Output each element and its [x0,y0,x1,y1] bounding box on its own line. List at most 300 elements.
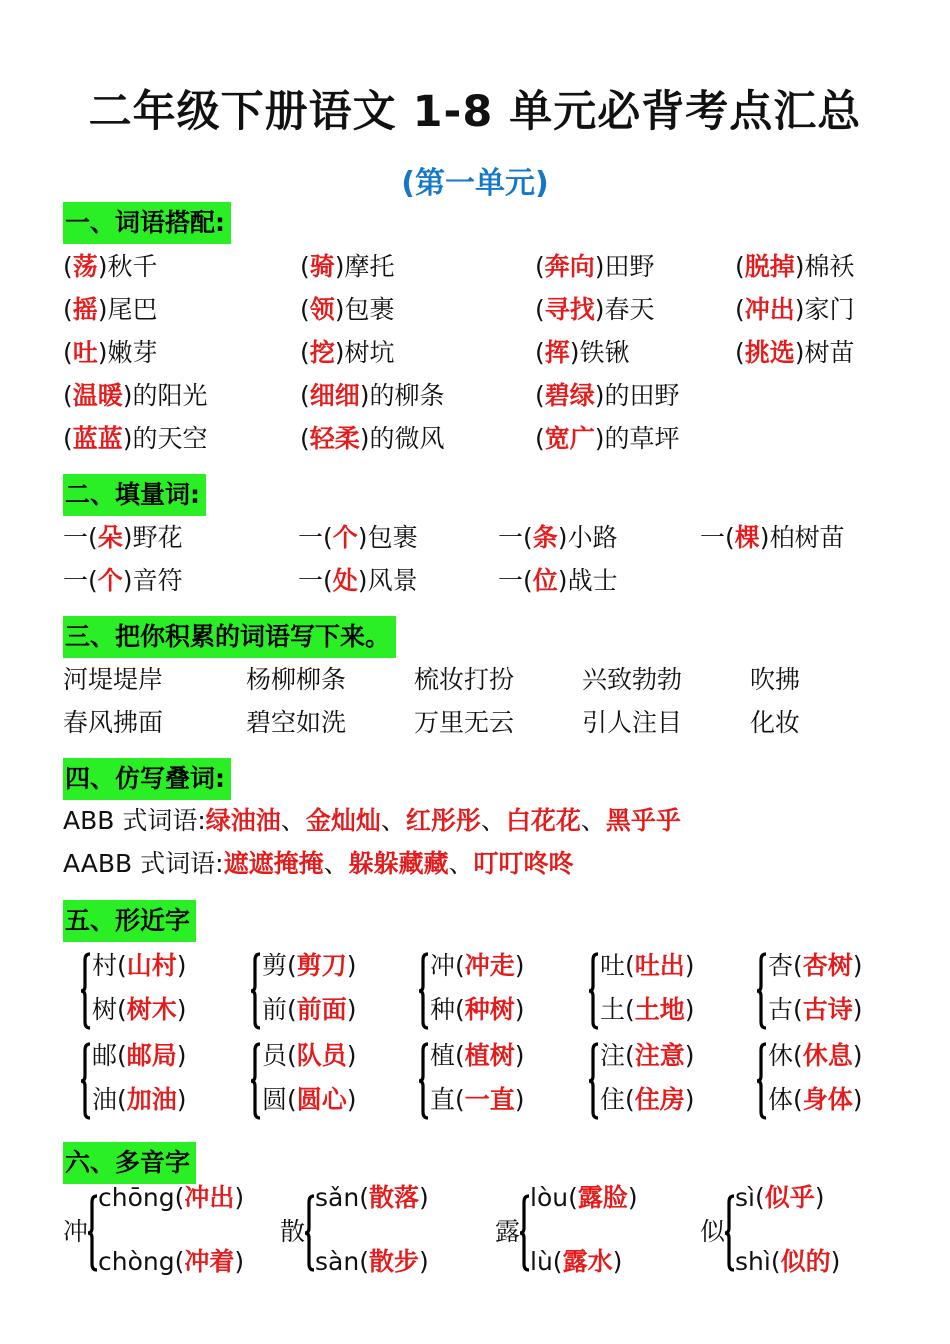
measure-word: 个 [332,523,358,552]
example-word: 邮局 [126,1041,177,1070]
reading-entry [98,1244,244,1280]
paren-open: ( [174,1247,185,1276]
paren-close: ) [122,523,133,552]
paren-close: ) [418,1183,429,1212]
collocation-object: 的阳光 [132,381,208,410]
reduplicated-word: 绿油油 [205,806,281,835]
paren-close: ) [357,566,368,595]
example-word: 前面 [296,995,347,1024]
example-word: 似的 [780,1247,831,1276]
answer-word: 脱掉 [744,252,795,281]
reading-entry [315,1244,429,1280]
paren-close: ) [794,252,805,281]
similar-character-pair [768,948,863,984]
paren-close: ) [759,523,770,552]
polyphonic-character: 冲 [63,1217,89,1246]
section-heading-measure-words: 二、填量词: [63,474,206,516]
numeral-one: 一 [298,523,324,552]
paren-close: ) [97,338,108,367]
accumulated-word: 河堤堤岸 [63,665,164,694]
paren-open: ( [300,424,310,453]
paren-open: ( [117,995,127,1024]
collocation-object: 的微风 [369,424,445,453]
polyphonic-character: 露 [495,1217,521,1246]
example-word: 散落 [368,1183,419,1212]
similar-character-pair [92,1082,187,1118]
similar-character-pair [430,992,525,1028]
paren-close: ) [852,1041,863,1070]
similar-character-pair [92,992,187,1028]
brace-icon [588,1042,600,1120]
similar-character-pair [262,948,357,984]
collocation-item [535,421,680,457]
character: 吐 [600,951,626,980]
character: 体 [768,1085,794,1114]
paren-close: ) [357,523,368,552]
brace-icon [250,952,262,1030]
paren-close: ) [176,1085,187,1114]
abb-word-list [206,806,681,835]
character: 前 [262,995,288,1024]
collocation-item [300,378,445,414]
paren-close: ) [176,951,187,980]
measured-noun: 音符 [132,566,183,595]
collocation-object: 的天空 [132,424,208,453]
paren-close: ) [830,1247,841,1276]
paren-close: ) [612,1247,623,1276]
measure-word: 处 [332,566,358,595]
character: 邮 [92,1041,118,1070]
similar-character-pair [768,1038,863,1074]
collocation-item [535,292,655,328]
separator: 、 [580,806,606,835]
numeral-one: 一 [298,566,324,595]
collocation-object: 树苗 [804,338,855,367]
example-word: 露水 [562,1247,613,1276]
similar-character-pair [92,1038,187,1074]
separator: 、 [448,849,474,878]
character: 树 [92,995,118,1024]
accumulated-word: 杨柳柳条 [246,665,347,694]
paren-close: ) [514,1085,525,1114]
paren-open: ( [523,523,533,552]
similar-character-pair [768,992,863,1028]
collocation-object: 尾巴 [107,295,158,324]
answer-word: 寻找 [544,295,595,324]
paren-close: ) [594,252,605,281]
answer-word: 奔向 [544,252,595,281]
section-heading-accumulated-words: 三、把你积累的词语写下来。 [63,616,396,658]
character: 剪 [262,951,288,980]
answer-word: 吐 [72,338,98,367]
paren-close: ) [684,995,695,1024]
reading-entry [530,1180,638,1216]
similar-character-pair [92,948,187,984]
unit-subtitle: (第一单元) [401,166,549,201]
example-word: 休息 [802,1041,853,1070]
separator: 、 [323,849,349,878]
reading-entry [315,1180,429,1216]
example-word: 古诗 [802,995,853,1024]
paren-close: ) [569,338,580,367]
measure-word-item [700,520,845,556]
numeral-one: 一 [63,523,89,552]
accumulated-word: 碧空如洗 [246,708,347,737]
measure-word-item [498,563,618,599]
reduplicated-word: 躲躲藏藏 [348,849,449,878]
brace-icon [588,952,600,1030]
paren-open: ( [359,1183,369,1212]
accumulated-word: 万里无云 [414,708,515,737]
example-word: 冲走 [464,951,515,980]
example-word: 树木 [126,995,177,1024]
answer-word: 摇 [72,295,98,324]
reading-entry [530,1244,622,1280]
paren-open: ( [287,951,297,980]
paren-close: ) [814,1183,825,1212]
numeral-one: 一 [700,523,726,552]
example-word: 吐出 [634,951,685,980]
answer-word: 蓝蓝 [72,424,123,453]
answer-word: 温暖 [72,381,123,410]
character: 直 [430,1085,456,1114]
collocation-object: 的柳条 [369,381,445,410]
pinyin: chòng [98,1247,175,1276]
paren-close: ) [514,1041,525,1070]
paren-open: ( [535,252,545,281]
collocation-object: 铁锹 [579,338,630,367]
measure-word-item [298,563,418,599]
paren-close: ) [418,1247,429,1276]
answer-word: 领 [309,295,335,324]
section-heading-similar-characters: 五、形近字 [63,900,196,942]
paren-open: ( [88,566,98,595]
paren-open: ( [793,1085,803,1114]
example-word: 杏树 [802,951,853,980]
example-word: 土地 [634,995,685,1024]
example-word: 一直 [464,1085,515,1114]
paren-open: ( [300,295,310,324]
pinyin: sì [735,1183,755,1212]
paren-open: ( [117,951,127,980]
similar-character-pair [430,1082,525,1118]
measured-noun: 战士 [567,566,618,595]
similar-character-pair [600,1038,695,1074]
measure-word: 棵 [734,523,760,552]
paren-close: ) [514,951,525,980]
example-word: 似乎 [764,1183,815,1212]
paren-close: ) [794,295,805,324]
answer-word: 挖 [309,338,335,367]
paren-open: ( [63,424,73,453]
paren-open: ( [735,295,745,324]
example-word: 注意 [634,1041,685,1070]
collocation-object: 摩托 [344,252,395,281]
paren-open: ( [735,252,745,281]
paren-close: ) [557,566,568,595]
aabb-label: AABB 式词语: [63,849,224,878]
example-word: 圆心 [296,1085,347,1114]
answer-word: 荡 [72,252,98,281]
aabb-word-list [224,849,574,878]
brace-icon [418,1042,430,1120]
character: 古 [768,995,794,1024]
collocation-item [735,292,855,328]
similar-character-pair [600,948,695,984]
paren-open: ( [625,1041,635,1070]
answer-word: 细细 [309,381,360,410]
paren-close: ) [334,338,345,367]
separator: 、 [280,806,306,835]
measured-noun: 小路 [567,523,618,552]
paren-open: ( [323,566,333,595]
paren-open: ( [117,1085,127,1114]
measured-noun: 包裹 [367,523,418,552]
paren-close: ) [794,338,805,367]
numeral-one: 一 [498,523,524,552]
collocation-item [63,335,158,371]
paren-open: ( [793,995,803,1024]
polyphonic-character: 散 [280,1217,306,1246]
character: 冲 [430,951,456,980]
paren-open: ( [793,951,803,980]
accumulated-word: 引人注目 [582,708,683,737]
collocation-item [735,249,855,285]
reading-entry [98,1180,244,1216]
paren-close: ) [234,1247,245,1276]
measure-word-item [63,563,183,599]
collocation-item [735,335,855,371]
similar-character-pair [430,948,525,984]
paren-open: ( [568,1183,578,1212]
paren-open: ( [287,995,297,1024]
paren-open: ( [455,1085,465,1114]
example-word: 种树 [464,995,515,1024]
paren-open: ( [793,1041,803,1070]
collocation-object: 嫩芽 [107,338,158,367]
paren-open: ( [455,1041,465,1070]
collocation-item [300,421,445,457]
answer-word: 挥 [544,338,570,367]
section-heading-word-collocation: 一、词语搭配: [63,202,231,244]
collocation-item [535,335,630,371]
character: 圆 [262,1085,288,1114]
character: 注 [600,1041,626,1070]
collocation-object: 树坑 [344,338,395,367]
collocation-object: 的草坪 [604,424,680,453]
character: 油 [92,1085,118,1114]
separator: 、 [380,806,406,835]
example-word: 队员 [296,1041,347,1070]
measured-noun: 风景 [367,566,418,595]
pinyin: lù [530,1247,553,1276]
paren-open: ( [359,1247,369,1276]
paren-open: ( [63,381,73,410]
collocation-item [300,249,395,285]
collocation-item [63,249,158,285]
brace-icon [756,1042,768,1120]
brace-icon [80,952,92,1030]
paren-close: ) [627,1183,638,1212]
answer-word: 挑选 [744,338,795,367]
character: 种 [430,995,456,1024]
paren-close: ) [359,424,370,453]
paren-open: ( [117,1041,127,1070]
accumulated-word: 春风拂面 [63,708,164,737]
paren-close: ) [334,252,345,281]
paren-open: ( [535,338,545,367]
collocation-object: 家门 [804,295,855,324]
paren-close: ) [557,523,568,552]
paren-close: ) [594,381,605,410]
paren-close: ) [346,1085,357,1114]
paren-close: ) [122,566,133,595]
similar-character-pair [600,992,695,1028]
page-title: 二年级下册语文 1-8 单元必背考点汇总 [88,87,862,137]
character: 植 [430,1041,456,1070]
paren-open: ( [174,1183,185,1212]
measure-word-item [298,520,418,556]
answer-word: 骑 [309,252,335,281]
similar-character-pair [768,1082,863,1118]
measure-word: 条 [532,523,558,552]
numeral-one: 一 [63,566,89,595]
paren-close: ) [594,424,605,453]
example-word: 散步 [368,1247,419,1276]
paren-close: ) [234,1183,245,1212]
accumulated-word: 兴致勃勃 [582,665,683,694]
character: 杏 [768,951,794,980]
answer-word: 冲出 [744,295,795,324]
character: 村 [92,951,118,980]
measure-word: 朵 [97,523,123,552]
paren-close: ) [514,995,525,1024]
character: 员 [262,1041,288,1070]
pinyin: chōng [98,1183,175,1212]
accumulated-word: 吹拂 [750,665,801,694]
paren-open: ( [455,995,465,1024]
paren-open: ( [725,523,735,552]
paren-close: ) [684,1041,695,1070]
similar-character-pair [430,1038,525,1074]
polyphonic-character: 似 [700,1217,726,1246]
pinyin: lòu [530,1183,569,1212]
paren-open: ( [287,1041,297,1070]
example-word: 冲着 [184,1247,235,1276]
answer-word: 宽广 [544,424,595,453]
paren-open: ( [523,566,533,595]
character: 住 [600,1085,626,1114]
brace-icon [80,1042,92,1120]
paren-open: ( [300,381,310,410]
collocation-object: 的田野 [604,381,680,410]
paren-open: ( [88,523,98,552]
paren-close: ) [684,1085,695,1114]
paren-close: ) [359,381,370,410]
paren-close: ) [176,995,187,1024]
measured-noun: 野花 [132,523,183,552]
paren-open: ( [754,1183,765,1212]
example-word: 冲出 [184,1183,235,1212]
pinyin: sàn [315,1247,360,1276]
reduplicated-word: 红彤彤 [405,806,481,835]
example-word: 植树 [464,1041,515,1070]
paren-open: ( [735,338,745,367]
similar-character-pair [262,1038,357,1074]
character: 休 [768,1041,794,1070]
paren-close: ) [122,424,133,453]
collocation-item [535,378,680,414]
similar-character-pair [600,1082,695,1118]
collocation-item [63,292,158,328]
abb-row [63,803,681,839]
paren-close: ) [852,995,863,1024]
paren-close: ) [346,951,357,980]
collocation-item [300,292,395,328]
reduplicated-word: 白花花 [505,806,581,835]
reduplicated-word: 叮叮咚咚 [473,849,574,878]
paren-close: ) [334,295,345,324]
pinyin: sǎn [315,1183,360,1212]
collocation-object: 棉袄 [804,252,855,281]
example-word: 加油 [126,1085,177,1114]
paren-close: ) [97,295,108,324]
paren-close: ) [852,1085,863,1114]
measure-word: 个 [97,566,123,595]
paren-open: ( [323,523,333,552]
collocation-item [300,335,395,371]
section-heading-polyphonic-characters: 六、多音字 [63,1142,196,1184]
paren-open: ( [535,424,545,453]
reduplicated-word: 金灿灿 [305,806,381,835]
section-heading-reduplicated-words: 四、仿写叠词: [63,758,231,800]
paren-open: ( [625,995,635,1024]
numeral-one: 一 [498,566,524,595]
collocation-object: 春天 [604,295,655,324]
collocation-object: 秋千 [107,252,158,281]
reading-entry [735,1244,840,1280]
reduplicated-word: 黑乎乎 [605,806,681,835]
example-word: 露脸 [577,1183,628,1212]
answer-word: 碧绿 [544,381,595,410]
paren-open: ( [63,252,73,281]
separator: 、 [480,806,506,835]
paren-close: ) [346,995,357,1024]
accumulated-word: 化妆 [750,708,801,737]
paren-close: ) [594,295,605,324]
paren-open: ( [535,295,545,324]
measure-word-item [498,520,618,556]
paren-open: ( [63,295,73,324]
measure-word-item [63,520,183,556]
paren-open: ( [455,951,465,980]
reduplicated-word: 遮遮掩掩 [223,849,324,878]
paren-open: ( [535,381,545,410]
collocation-object: 田野 [604,252,655,281]
abb-label: ABB 式词语: [63,806,206,835]
reading-entry [735,1180,825,1216]
paren-close: ) [684,951,695,980]
example-word: 身体 [802,1085,853,1114]
measure-word: 位 [532,566,558,595]
example-word: 山村 [126,951,177,980]
paren-open: ( [770,1247,781,1276]
paren-open: ( [287,1085,297,1114]
collocation-object: 包裹 [344,295,395,324]
paren-close: ) [852,951,863,980]
paren-open: ( [552,1247,563,1276]
similar-character-pair [262,992,357,1028]
